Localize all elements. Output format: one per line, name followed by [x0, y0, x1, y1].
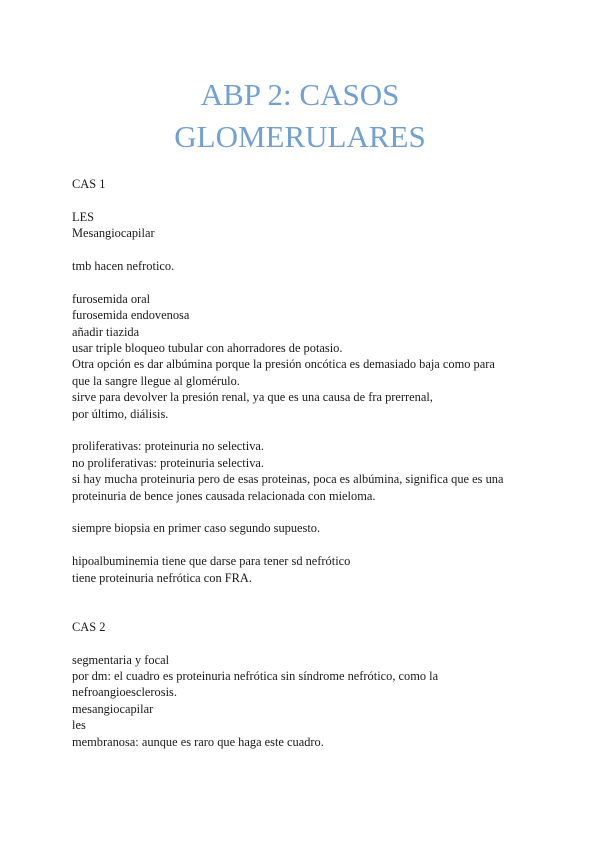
- paragraph-line: furosemida oral: [72, 291, 151, 306]
- paragraph-line: no proliferativas: proteinuria selectiva.: [72, 455, 264, 470]
- paragraph-line: nefroangioesclerosis.: [72, 685, 177, 700]
- paragraph-line: hipoalbuminemia tiene que darse para tener sd nefrótico: [72, 554, 351, 569]
- page-title: [0, 74, 600, 158]
- paragraph-line: furosemida endovenosa: [72, 308, 190, 323]
- paragraph-line: les: [72, 718, 86, 733]
- paragraph-line: que la sangre llegue al glomérulo.: [72, 373, 240, 388]
- document-body: [72, 176, 542, 750]
- paragraph-line: sirve para devolver la presión renal, ya que es una causa de fra prerrenal,: [72, 390, 433, 405]
- paragraph-line: LES: [72, 209, 95, 224]
- paragraph-line: por dm: el cuadro es proteinuria nefrótica sin síndrome nefrótico, como la: [72, 669, 439, 684]
- case-2-heading: CAS 2: [72, 619, 106, 634]
- paragraph-line: si hay mucha proteinuria pero de esas proteinas, poca es albúmina, significa que es una: [72, 472, 504, 487]
- paragraph-line: proteinuria de bence jones causada relacionada con mieloma.: [72, 488, 376, 503]
- paragraph-line: membranosa: aunque es raro que haga este cuadro.: [72, 734, 324, 749]
- paragraph-line: mesangiocapilar: [72, 701, 154, 716]
- paragraph-line: añadir tiazida: [72, 324, 140, 339]
- case-1-heading: CAS 1: [72, 177, 106, 191]
- paragraph-line: Mesangiocapilar: [72, 226, 155, 241]
- paragraph-line: usar triple bloqueo tubular con ahorradores de potasio.: [72, 341, 343, 356]
- paragraph-line: proliferativas: proteinuria no selectiva.: [72, 439, 264, 454]
- paragraph-line: por último, diálisis.: [72, 406, 169, 421]
- title-line-2: GLOMERULARES: [174, 119, 426, 154]
- paragraph-line: Otra opción es dar albúmina porque la presión oncótica es demasiado baja como para: [72, 357, 495, 372]
- paragraph-line: tiene proteinuria nefrótica con FRA.: [72, 570, 252, 585]
- paragraph-line: siempre biopsia en primer caso segundo supuesto.: [72, 521, 321, 536]
- title-line-1: ABP 2: CASOS: [200, 77, 400, 112]
- paragraph-line: segmentaria y focal: [72, 652, 170, 667]
- paragraph-line: tmb hacen nefrotico.: [72, 259, 175, 273]
